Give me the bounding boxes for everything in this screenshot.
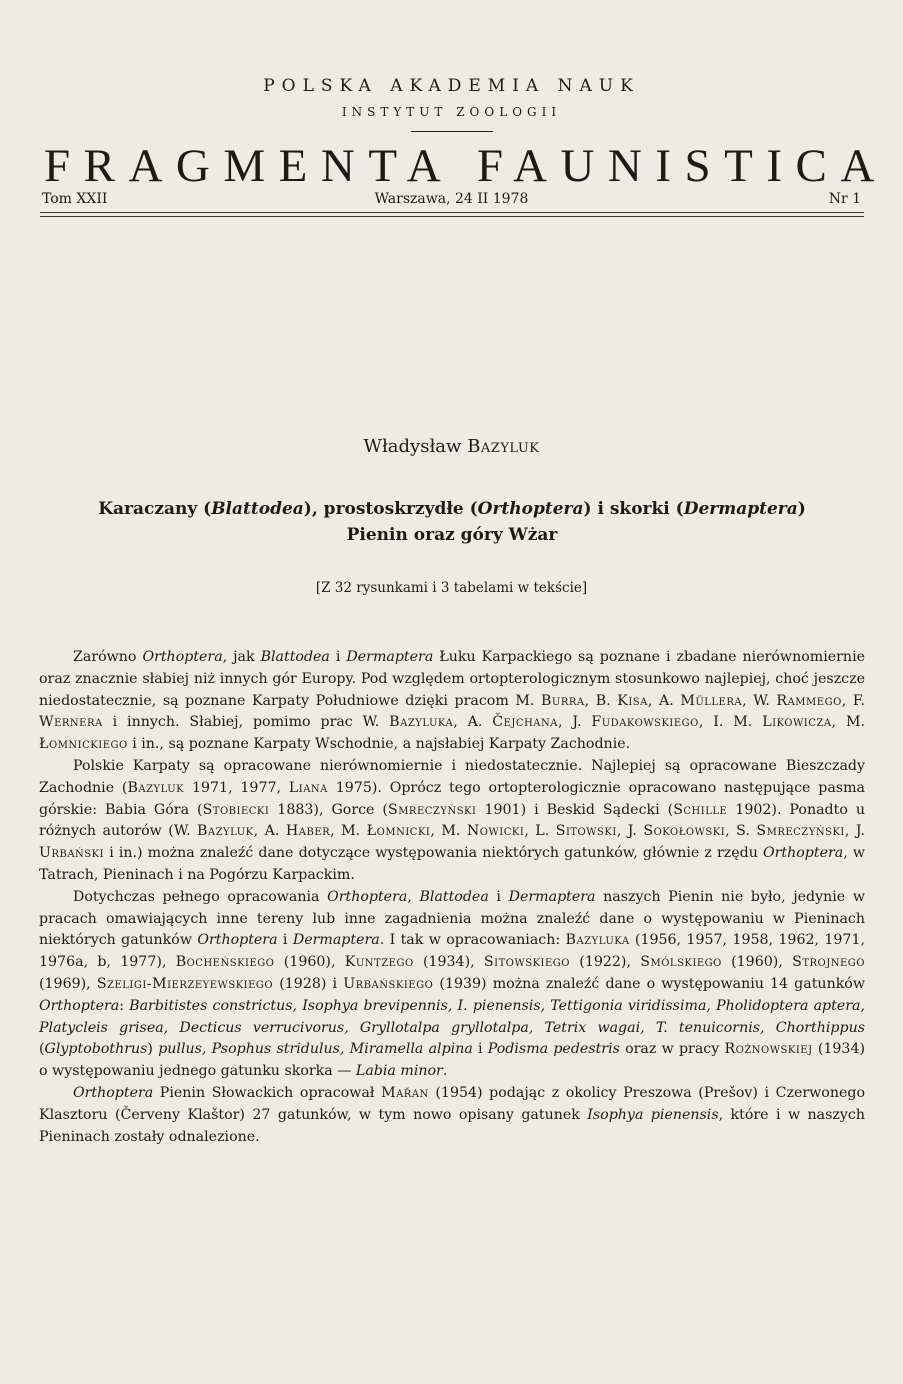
- text-run: 1883), Gorce (: [269, 801, 388, 818]
- title-taxon: Dermaptera: [683, 499, 798, 519]
- text-run: Orthoptera: [142, 649, 223, 665]
- text-run: Schille: [673, 801, 728, 818]
- text-run: Dermaptera: [508, 888, 596, 905]
- text-run: Mařan: [381, 1084, 429, 1101]
- text-run: , M.: [330, 823, 367, 840]
- title-part: ), prostoskrzydłe (: [303, 499, 478, 519]
- title-taxon: Blattodea: [211, 499, 304, 519]
- text-run: , J.: [844, 823, 865, 840]
- text-run: Smreczyński: [756, 823, 845, 840]
- article-title: [40, 496, 864, 548]
- text-run: (1960),: [274, 954, 345, 971]
- text-run: ,: [407, 888, 420, 905]
- text-run: , F.: [841, 692, 866, 709]
- paragraph-1: [39, 647, 865, 756]
- text-run: (1928) i: [273, 975, 344, 992]
- text-run: Orthoptera: [763, 845, 844, 862]
- article-body: [39, 647, 865, 1148]
- text-run: , w Tatrach, Pieninach i na Pogórzu Karpackim.: [39, 845, 865, 883]
- author-first-name: Władysław: [363, 436, 462, 457]
- text-run: Pienin Słowackich opracował: [153, 1084, 382, 1101]
- text-run: (1956, 1957, 1958, 1962, 1971, 1976a, b, 1977),: [39, 932, 865, 971]
- text-run: (1960),: [721, 954, 793, 971]
- text-run: Labia minor: [355, 1063, 443, 1080]
- text-run: (1934),: [413, 954, 484, 971]
- text-run: , I. M.: [698, 714, 763, 731]
- text-run: Sitowskiego: [483, 954, 570, 971]
- header-divider: [411, 131, 493, 132]
- text-run: , A.: [253, 823, 286, 840]
- text-run: Kisa: [617, 692, 648, 709]
- text-run: Szeligi-Mierzeyewskiego: [96, 975, 274, 992]
- text-run: Kuntzego: [344, 954, 414, 971]
- text-run: Strojnego: [792, 954, 865, 971]
- text-run: 1971, 1977,: [184, 779, 289, 796]
- title-part: ) i skorki (: [583, 499, 684, 519]
- text-run: Dermaptera: [292, 932, 380, 949]
- author-last-name: Bazyluk: [467, 436, 540, 457]
- text-run: Müllera: [680, 692, 743, 709]
- text-run: , A.: [647, 692, 681, 709]
- text-run: Łuku Karpackiego są poznane i zbadane nierównomiernie oraz znacznie słabiej niż innych gór Europy. Pod względem ortopterologicznym stosunkowo najlepiej, choć jeszcze niedostatecznie, są poznane Karpaty Południowe dzięki pracom M.: [39, 649, 865, 709]
- text-run: Polskie Karpaty są opracowane nierównomiernie i niedostatecznie. Najlepiej są opracowane Bieszczady Zachodnie (: [39, 757, 865, 796]
- text-run: , jak: [222, 649, 261, 665]
- title-taxon: Orthoptera: [477, 499, 584, 519]
- text-run: Łomnickiego: [39, 736, 128, 753]
- text-run: Rożnowskiej: [724, 1041, 813, 1058]
- text-run: Čejchana: [492, 714, 558, 731]
- paragraph-3: [39, 887, 865, 1083]
- text-run: pullus, Psophus stridulus, Miramella alpina: [158, 1041, 473, 1058]
- text-run: 1901) i Beskid Sądecki (: [476, 801, 674, 818]
- header-double-rule: [40, 212, 864, 217]
- text-run: , M.: [430, 823, 467, 840]
- text-run: . I tak w opracowaniach:: [379, 932, 566, 949]
- text-run: Sokołowski: [643, 823, 726, 840]
- text-run: , M.: [831, 714, 865, 731]
- text-run: Likowicza: [762, 714, 832, 731]
- text-run: Sitowski: [555, 823, 617, 840]
- text-run: i in.) można znaleźć dane dotyczące występowania niektórych gatunków, głównie z rzędu: [104, 845, 764, 862]
- text-run: (1969),: [39, 975, 97, 992]
- text-run: Blattodea: [419, 888, 489, 905]
- journal-title: FRAGMENTA FAUNISTICA: [44, 140, 888, 192]
- text-run: .: [442, 1063, 448, 1080]
- issue-number: Nr 1: [828, 191, 861, 207]
- text-run: i in., są poznane Karpaty Wschodnie, a najsłabiej Karpaty Zachodnie.: [127, 736, 631, 753]
- text-run: Liana: [288, 779, 328, 796]
- text-run: i: [277, 932, 293, 949]
- text-run: , które i w naszych Pieninach zostały odnalezione.: [39, 1106, 865, 1145]
- text-run: Orthoptera: [327, 888, 408, 905]
- text-run: , S.: [725, 823, 757, 840]
- text-run: (1934) o występowaniu jednego gatunku skorka —: [39, 1041, 866, 1080]
- place-date: Warszawa, 24 II 1978: [374, 191, 529, 207]
- text-run: Łomnicki: [366, 823, 431, 840]
- text-run: , B.: [584, 692, 618, 709]
- text-run: (1922),: [570, 954, 641, 971]
- text-run: Fudakowskiego: [591, 714, 699, 731]
- text-run: Isophya pienensis: [587, 1106, 719, 1123]
- text-run: Nowicki: [466, 823, 525, 840]
- text-run: , W.: [742, 692, 777, 709]
- text-run: Zarówno: [73, 649, 143, 665]
- paragraph-2: [39, 756, 865, 887]
- text-run: Bazyluka: [565, 932, 630, 949]
- text-run: Barbitistes constrictus, Isophya brevipennis, I. pienensis, Tettigonia viridissima, Pholidoptera aptera, Platycleis grisea, Decticus verrucivorus, Gryllotalpa gryllotalpa, Tetrix wagai, T. tenuicornis, Chorthippus: [39, 997, 865, 1036]
- text-run: , J.: [616, 823, 644, 840]
- title-part: Karaczany (: [98, 499, 212, 519]
- institute-heading: INSTYTUT ZOOLOGII: [341, 105, 562, 119]
- text-run: ): [147, 1041, 159, 1058]
- text-run: Orthoptera: [197, 932, 278, 949]
- text-run: (1939) można znaleźć dane o występowaniu 14 gatunków: [433, 975, 865, 992]
- text-run: Bazyluka: [389, 714, 454, 731]
- text-run: Glyptobothrus: [44, 1041, 148, 1058]
- text-run: Urbański: [39, 845, 105, 862]
- text-run: 1975). Oprócz tego ortopterologicznie opracowano następujące pasma górskie: Babia Góra (: [39, 779, 865, 818]
- text-run: , A.: [453, 714, 493, 731]
- text-run: :: [119, 997, 130, 1014]
- text-run: Bazyluk: [196, 823, 254, 840]
- text-run: oraz w pracy: [619, 1041, 725, 1058]
- text-run: , L.: [524, 823, 556, 840]
- text-run: Orthoptera: [73, 1084, 154, 1101]
- title-line-2: Pienin oraz góry Wżar: [346, 525, 558, 545]
- text-run: Orthoptera: [39, 997, 120, 1014]
- text-run: Dotychczas pełnego opracowania: [73, 888, 328, 905]
- text-run: Wernera: [39, 714, 103, 731]
- text-run: , J.: [558, 714, 592, 731]
- text-run: Burra: [540, 692, 585, 709]
- text-run: Urbańskiego: [343, 975, 434, 992]
- academy-heading: POLSKA AKADEMIA NAUK: [263, 76, 640, 96]
- text-run: naszych Pienin nie było, jedynie w pracach omawiających inne tereny lub inne zagadnienia można znaleźć dane o występowaniu w Pieninach niektórych gatunków: [39, 888, 865, 949]
- text-run: Smreczyński: [387, 801, 477, 818]
- article-author: [0, 436, 903, 457]
- text-run: Dermaptera: [346, 649, 434, 665]
- figures-note: [Z 32 rysunkami i 3 tabelami w tekście]: [315, 580, 588, 596]
- text-run: Smólskiego: [640, 954, 722, 971]
- text-run: i: [472, 1041, 488, 1058]
- text-run: i: [488, 888, 509, 905]
- text-run: 1902). Ponadto u różnych autorów (W.: [39, 801, 865, 840]
- text-run: Haber: [285, 823, 331, 840]
- text-run: i innych. Słabiej, pomimo prac W.: [102, 714, 390, 731]
- text-run: Bocheńskiego: [175, 954, 275, 971]
- title-part: ): [797, 499, 806, 519]
- volume-label: Tom XXII: [42, 191, 108, 207]
- text-run: i: [329, 649, 347, 665]
- text-run: Podisma pedestris: [487, 1041, 620, 1058]
- text-run: Bazyluk: [127, 779, 185, 796]
- text-run: Blattodea: [260, 649, 330, 665]
- text-run: (: [39, 1041, 45, 1058]
- text-run: Stobiecki: [202, 801, 270, 818]
- text-run: (1954) podając z okolicy Preszowa (Prešov) i Czerwonego Klasztoru (Červeny Klaštor) 27 gatunków, w tym nowo opisany gatunek: [39, 1084, 866, 1123]
- paragraph-4: [39, 1083, 865, 1148]
- text-run: Rammego: [776, 692, 842, 709]
